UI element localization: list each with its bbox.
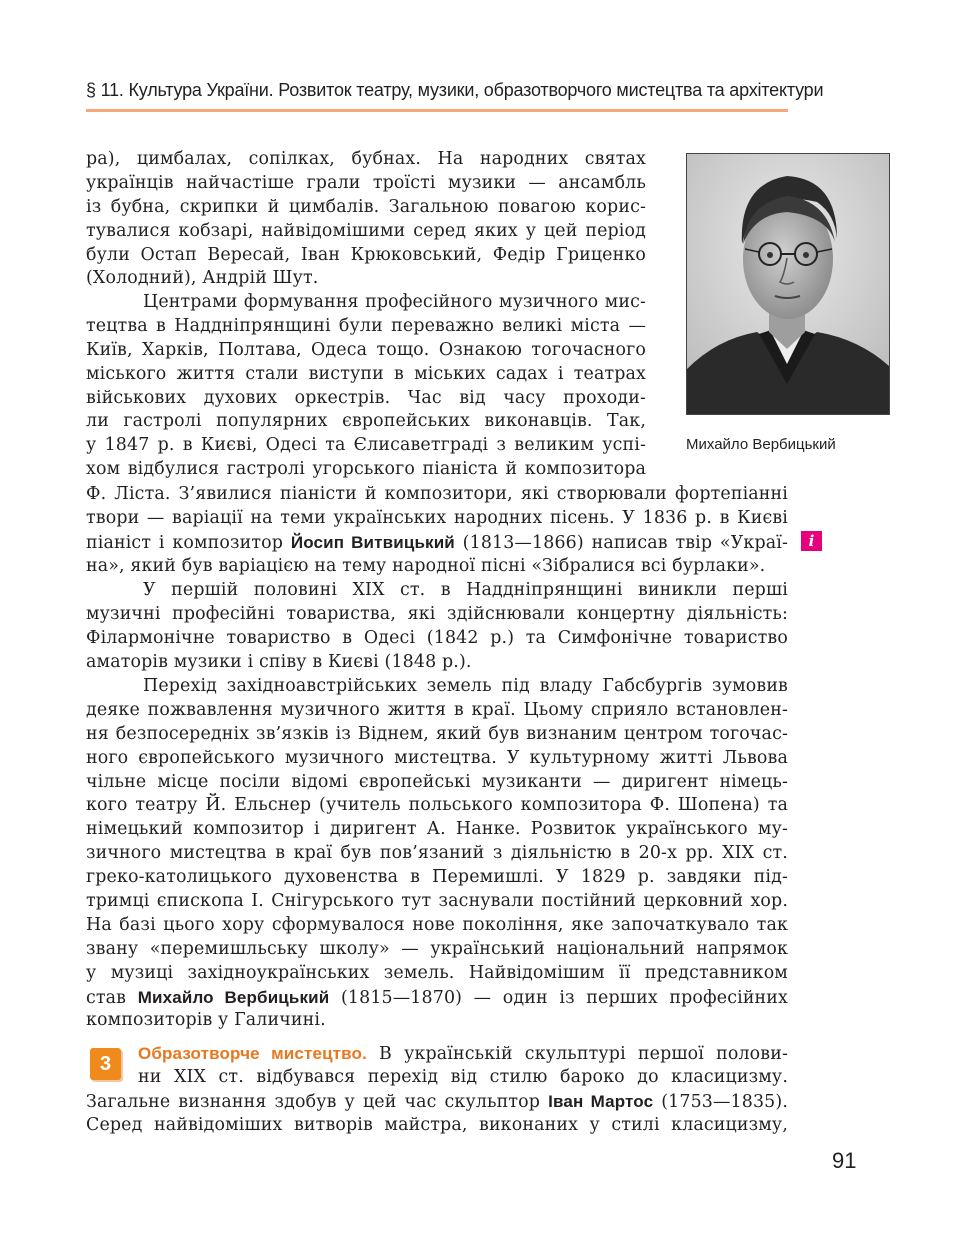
text-line: Образотворче мистецтво. В українській скульптурі першої полови- [138, 1044, 788, 1064]
text-line: у 1847 р. в Києві, Одесі та Єлисаветграді з великим успі- [86, 435, 646, 456]
text-line: піаніст і композитор Йосип Витвицький (1813—1866) написав твір «Украї- [86, 532, 788, 553]
text-line: тецтва в Наддніпрянщині були переважно великі міста — [86, 315, 646, 336]
info-icon[interactable]: i [801, 531, 822, 551]
figure-caption: Михайло Вербицький [686, 436, 836, 453]
page-number: 91 [832, 1148, 857, 1173]
text-line: аматорів музики і співу в Києві (1848 р.). [86, 651, 472, 672]
paragraph-1 [86, 148, 646, 291]
portrait-image [686, 153, 890, 415]
text-line: Філармонічне товариство в Одесі (1842 р.) та Симфонічне товариство [86, 627, 788, 648]
text-line: хом відбулися гастролі угорського піаніста й композитора [86, 459, 646, 480]
text-line: твори — варіації на теми українських народних пісень. У 1836 р. в Києві [86, 507, 788, 528]
text-line: тувалися кобзарі, найвідомішими серед яких у цей період [86, 220, 646, 241]
text-line: став Михайло Вербицький (1815—1870) — один із перших професійних [86, 987, 788, 1008]
text-line: українців найчастіше грали троїсті музики — ансамбль [86, 172, 646, 193]
text-line: кого театру Й. Ельснер (учитель польського композитора Ф. Шопена) та [86, 795, 788, 816]
person-name-martos: Іван Мартос [548, 1091, 654, 1111]
text-line: Серед найвідоміших витворів майстра, виконаних у стилі класицизму, [86, 1114, 788, 1135]
paragraph-2 [86, 291, 646, 482]
text-line: Загальне визнання здобув у цей час скульптор Іван Мартос (1753—1835). [86, 1091, 789, 1112]
paragraph-2-continued [86, 483, 788, 579]
text-line: Київ, Харків, Полтава, Одеса тощо. Ознакою тогочасного [86, 339, 646, 360]
text-line: композиторів у Галичині. [86, 1010, 326, 1031]
text-line: були Остап Вересай, Іван Крюковський, Федір Гриценко [86, 244, 646, 265]
text-line: ра), цимбалах, сопілках, бубнах. На народних святах [86, 149, 646, 169]
text-line: із бубна, скрипки й цимбалів. Загальною повагою корис- [86, 196, 646, 217]
person-name-verbytskyi: Михайло Вербицький [137, 987, 330, 1007]
running-header: § 11. Культура України. Розвиток театру, музики, образотворчого мистецтва та архітектури [86, 80, 824, 100]
text-line: у музиці західноукраїнських земель. Найвідомішим її представником [86, 962, 788, 983]
text-line: ня безпосередніх зв’язків із Віднем, який був визнаним центром тогочас- [86, 723, 788, 744]
text-line: Перехід західноавстрійських земель під владу Габсбургів зумовив [143, 676, 788, 696]
section-3-paragraph [86, 1042, 788, 1138]
text-line: звану «перемишльську школу» — український національний напрямок [86, 938, 788, 959]
text-line: У першій половині ХІХ ст. в Наддніпрянщині виникли перші [143, 580, 788, 600]
text-line: греко-католицького духовенства в Перемишлі. У 1829 р. завдяки під- [86, 867, 788, 888]
text-line: зичного мистецтва в краї був пов’язаний з діяльністю в 20-х рр. ХІХ ст. [86, 843, 788, 864]
section-heading: Образотворче мистецтво. [138, 1044, 367, 1063]
text-line: німецький композитор і диригент А. Нанке. Розвиток українського му- [86, 819, 788, 840]
text-line: (Холодний), Андрій Шут. [86, 268, 319, 289]
text-line: Ф. Ліста. З’явилися піаністи й композитори, які створювали фортепіанні [86, 484, 788, 504]
text-line: тримці єпископа І. Снігурського тут заснували постійний церковний хор. [86, 891, 788, 912]
text-line: чільне місце посіли відомі європейські музиканти — диригент німець- [86, 771, 788, 792]
text-line: ли гастролі популярних європейських виконавців. Так, [86, 411, 646, 432]
text-line: Центрами формування професійного музичного мис- [143, 292, 646, 312]
text-line: міського життя стали виступи в міських садах і театрах [86, 363, 646, 384]
text-line: на», який був варіацією на тему народної пісні «Зібралися всі бурлаки». [86, 555, 766, 576]
person-name-vytvytskyi: Йосип Витвицький [290, 532, 455, 552]
paragraph-4 [86, 675, 788, 1033]
text-line: деяке пожвавлення музичного життя в краї. Цьому сприяло встановлен- [86, 699, 788, 720]
section-number-badge: 3 [90, 1048, 121, 1080]
portrait-illustration [687, 154, 889, 414]
text-line: ного європейського музичного мистецтва. У культурному житті Львова [86, 747, 788, 768]
text-line: військових духових оркестрів. Час від часу проходи- [86, 387, 646, 408]
text-line: музичні професійні товариства, які здійснювали концертну діяльність: [86, 603, 788, 624]
paragraph-3 [86, 579, 788, 675]
text-line: ни ХІХ ст. відбувався перехід від стилю бароко до класицизму. [138, 1066, 788, 1087]
header-rule [86, 109, 788, 112]
text-line: На базі цього хору сформувалося нове покоління, яке започаткувало так [86, 914, 788, 935]
